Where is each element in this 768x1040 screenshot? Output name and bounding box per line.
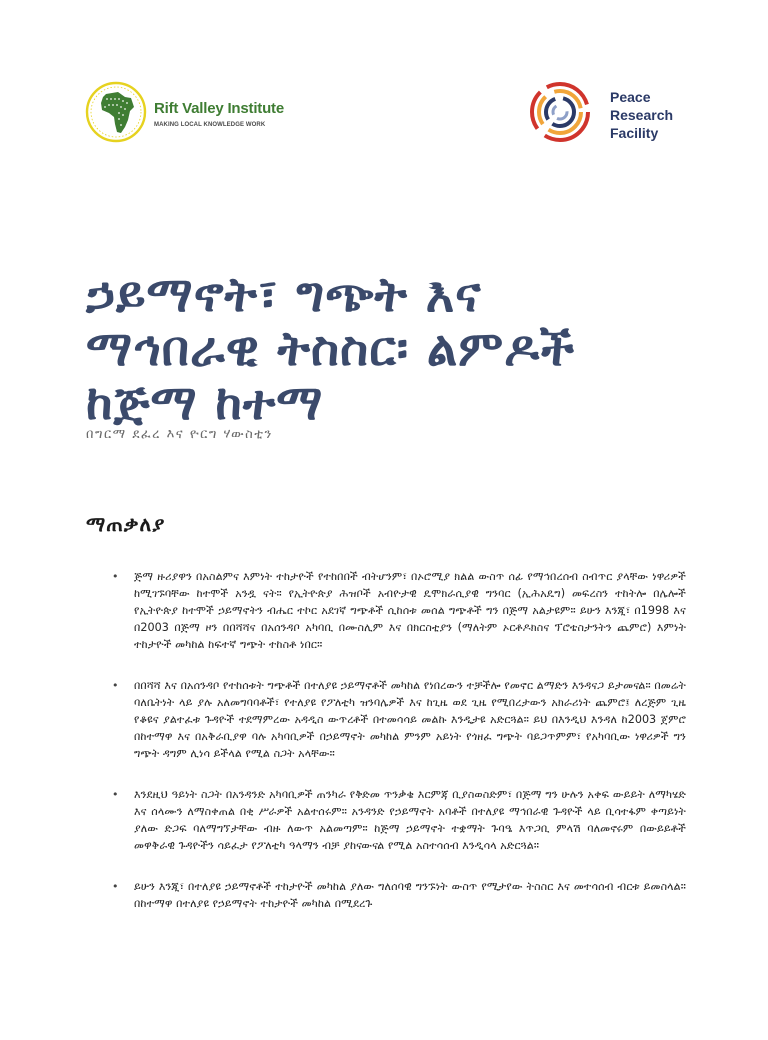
summary-list: [86, 568, 686, 936]
bullet-icon: •: [112, 880, 119, 893]
title-line-2: ማኅበራዊ ትስስር፡ ልምዶች: [86, 321, 576, 377]
summary-bullet-3: [86, 786, 686, 854]
title-line-3: ከጅማ ከተማ: [86, 375, 324, 431]
concentric-rings-icon: [528, 80, 592, 144]
prf-line-1: Peace: [610, 89, 651, 105]
prf-logo: [528, 80, 698, 146]
summary-heading: ማጠቃለያ: [86, 512, 166, 536]
summary-bullet-2: [86, 677, 686, 762]
summary-bullet-1: [86, 568, 686, 653]
bullet-icon: •: [112, 570, 119, 583]
summary-bullet-text: እንደዚህ ዓይነት ስጋት በአንዳንድ አካባቢዎች ጠንካራ የቅድመ ጥንቃቄ እርምጃ ቢያስወስድም፣ በጅማ ግን ሁሉን አቀፍ ውይይት ለማካሄድ እና ሰላሙን ለማስቀጠል በቂ ሥራዎች አልተሰሩም። አንዳንድ የኃይማኖት አባቶች በተለያዩ ማኅበራዊ ጉዳዮች ላይ ቢሳተፋም ቀጣይነት ያለው ድጋፍ ባለማግኘታቸው ብዙ ለውጥ አልመጣም። ከጅማ ኃይማኖት ተቋማት ጉባዔ እጥጋቢ ምላሽ ባለመኖሩም በውይይቶች መዋቅራዊ ጉዳዮችን ሳይፈታ የፖለቲካ ዓላማን ብቻ ያከናውናል የሚል አስተሳሰብ እንዲሳላ አድርጓል።: [134, 788, 686, 852]
summary-bullet-text: ይሁን እንጂ፣ በተለያዩ ኃይማኖቶች ተከታዮች መካከል ያለው ግለሰባዊ ግንኙነት ውስጥ የሚታየው ትስስር እና መተሳሰብ ብርቱ ይመስላል። በከተማዋ በተለያዩ የኃይማኖት ተከታዮች መካከል በሚደረጉ: [134, 880, 686, 910]
rvi-logo: [84, 80, 324, 146]
rvi-tagline: MAKING LOCAL KNOWLEDGE WORK: [154, 122, 266, 128]
summary-bullet-4: [86, 878, 686, 912]
prf-line-3: Facility: [610, 125, 659, 141]
document-title: [86, 268, 686, 430]
summary-bullet-text: ጅማ ዙሪያዋን በአስልምና እምነት ተከታዮች የተከበበች ብትሆንም፣ በኦሮሚያ ክልል ውስጥ ሰፊ የማኅበረሰብ ስብጥር ያላቸው ነዋሪዎች ከሚገኙባቸው ከተሞች አንዷ ናት። የኢትዮጵያ ሕዝቦች አብዮታዊ ዴሞክራሲያዊ ግንባር (ኢሕአዴግ) መፍረስን ተከትሎ በሌሎች የኢትዮጵያ ከተሞች ኃይማኖትን ብሔር ተኮር አደገኛ ግጭቶች ሲከሰቱ መሰል ግጭቶች ግን በጅማ አልታዩም። ይሁን እንጂ፣ በ1998 እና በ2003 በጅማ ዞን በበሻሻና በአሰንዳቦ አካባቢ በሙስሊም እና በክርስቲያን (ማለትም ኦርቶዶክስና ፕሮቴስታንትን ጨምሮ) እምነት ተከታዮች መካከል ከፍተኛ ግጭት ተከስቶ ነበር።: [134, 570, 686, 651]
bullet-icon: •: [112, 679, 119, 692]
title-line-1: ኃይማኖት፣ ግጭት እና: [86, 267, 482, 323]
summary-bullet-text: በበሻሻ እና በአሰንዳቦ የተከሰቱት ግጭቶች በተለያዩ ኃይማኖቶች መካከል የነበረውን ተቻችሎ የመኖር ልማድን እንዳናጋ ይታመናል። በመሬት ባለቤትነት ላይ ያሉ አለመግባባቶች፣ የተለያዩ የፖለቲካ ዝንባሌዎች እና ከጊዜ ወደ ጊዜ የሚበረታውን አክራሪነት ጨምሮ፤ ለረጅም ጊዜ የቆዩና ያልተፈቱ ጉዳዮች ተደማምረው አዳዲስ ውጥረቶች በተመሳሳይ መልኩ እንዲታዩ አድርጓል። ይህ በእንዲህ እንዳለ ከ2003 ጀምሮ በከተማዋ እና በአቅራቢያዋ ባሉ አካባቢዎች በኃይማኖት መካከል ምንም አይነት የጎዘፈ ግጭት ባይጋጥምም፣ የአካባቢው ነዋሪዎች ግን ግጭት ዳግም ሊነሳ ይችላል የሚል ስጋት አላቸው።: [134, 679, 686, 760]
rvi-name: Rift Valley Institute: [154, 100, 284, 117]
prf-line-2: Research: [610, 107, 674, 123]
africa-globe-icon: [84, 80, 148, 144]
bullet-icon: •: [112, 788, 119, 801]
authors-byline: በግርማ ደፈረ እና ዮርግ ሃውስቲን: [86, 427, 273, 442]
prf-name: [610, 88, 673, 142]
